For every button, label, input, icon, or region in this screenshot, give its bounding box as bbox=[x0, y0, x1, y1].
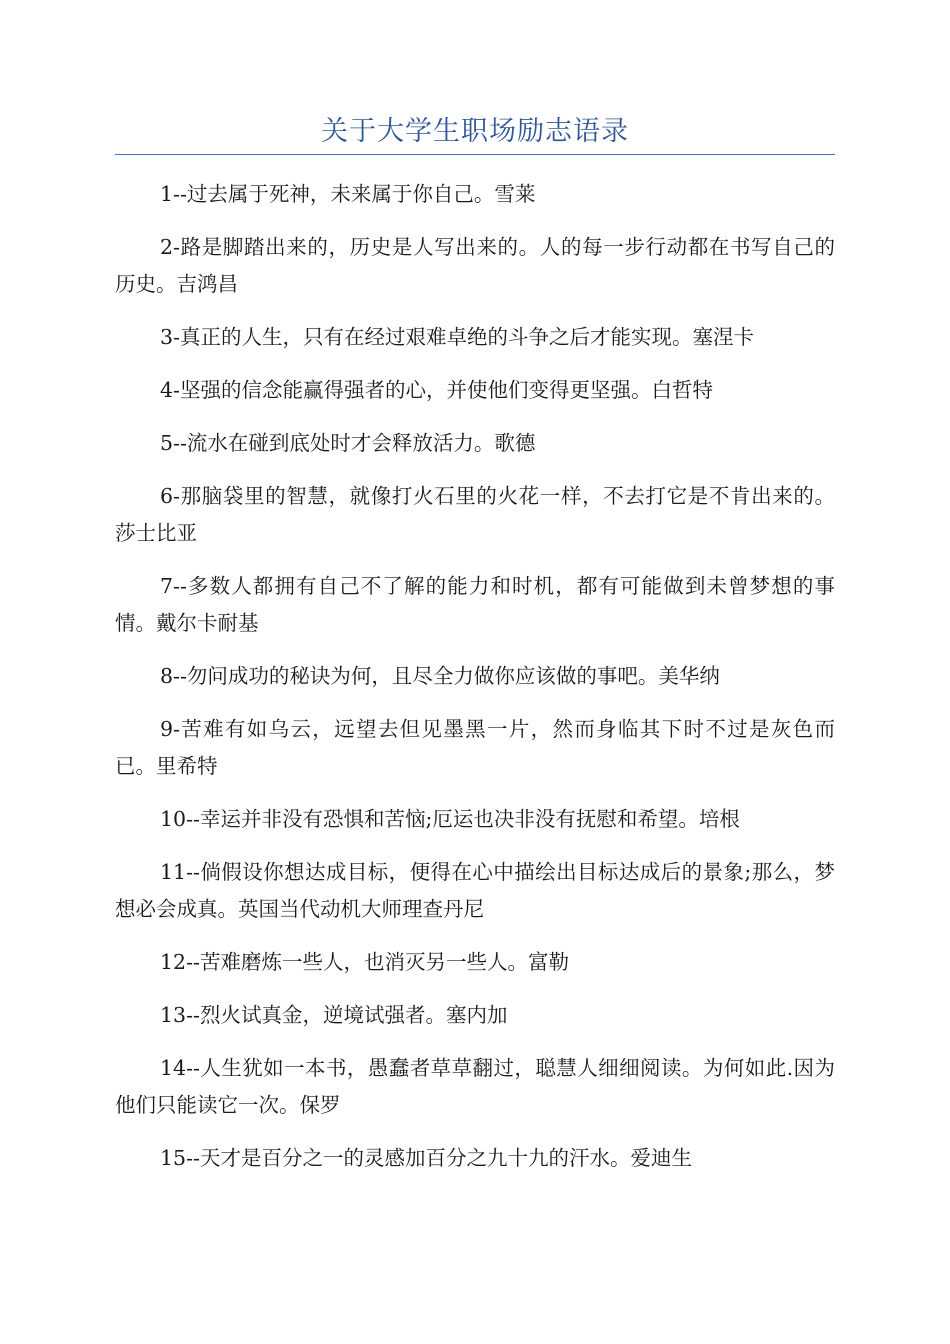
quote-paragraph-12: 12--苦难磨炼一些人，也消灭另一些人。富勒 bbox=[160, 950, 569, 974]
quote-paragraph-4: 4-坚强的信念能赢得强者的心，并使他们变得更坚强。白哲特 bbox=[160, 378, 713, 402]
document-title: 关于大学生职场励志语录 bbox=[321, 116, 629, 147]
quote-paragraph-13: 13--烈火试真金，逆境试强者。塞内加 bbox=[160, 1003, 508, 1027]
quote-paragraph-8: 8--勿问成功的秘诀为何，且尽全力做你应该做的事吧。美华纳 bbox=[160, 664, 720, 688]
quote-paragraph-11: 11--倘假设你想达成目标，便得在心中描绘出目标达成后的景象;那么，梦想必会成真。英国当代动机大师理查丹尼 bbox=[115, 860, 835, 921]
quote-paragraph-5: 5--流水在碰到底处时才会释放活力。歌德 bbox=[160, 431, 536, 455]
quote-paragraph-2: 2-路是脚踏出来的，历史是人写出来的。人的每一步行动都在书写自己的历史。吉鸿昌 bbox=[115, 235, 835, 296]
quote-paragraph-6: 6-那脑袋里的智慧，就像打火石里的火花一样，不去打它是不肯出来的。莎士比亚 bbox=[115, 484, 835, 545]
quote-paragraph-14: 14--人生犹如一本书，愚蠢者草草翻过，聪慧人细细阅读。为何如此.因为他们只能读它一次。保罗 bbox=[115, 1056, 835, 1117]
quote-paragraph-3: 3-真正的人生，只有在经过艰难卓绝的斗争之后才能实现。塞涅卡 bbox=[160, 325, 754, 349]
quote-paragraph-1: 1--过去属于死神，未来属于你自己。雪莱 bbox=[160, 182, 536, 206]
quote-paragraph-15: 15--天才是百分之一的灵感加百分之九十九的汗水。爱迪生 bbox=[160, 1146, 692, 1170]
quote-paragraph-10: 10--幸运并非没有恐惧和苦恼;厄运也决非没有抚慰和希望。培根 bbox=[160, 807, 740, 831]
quote-paragraph-9: 9-苦难有如乌云，远望去但见墨黑一片，然而身临其下时不过是灰色而已。里希特 bbox=[115, 717, 835, 778]
quote-paragraph-7: 7--多数人都拥有自己不了解的能力和时机，都有可能做到未曾梦想的事情。戴尔卡耐基 bbox=[115, 574, 835, 635]
title-underline bbox=[115, 154, 835, 155]
document-body bbox=[115, 176, 835, 1193]
